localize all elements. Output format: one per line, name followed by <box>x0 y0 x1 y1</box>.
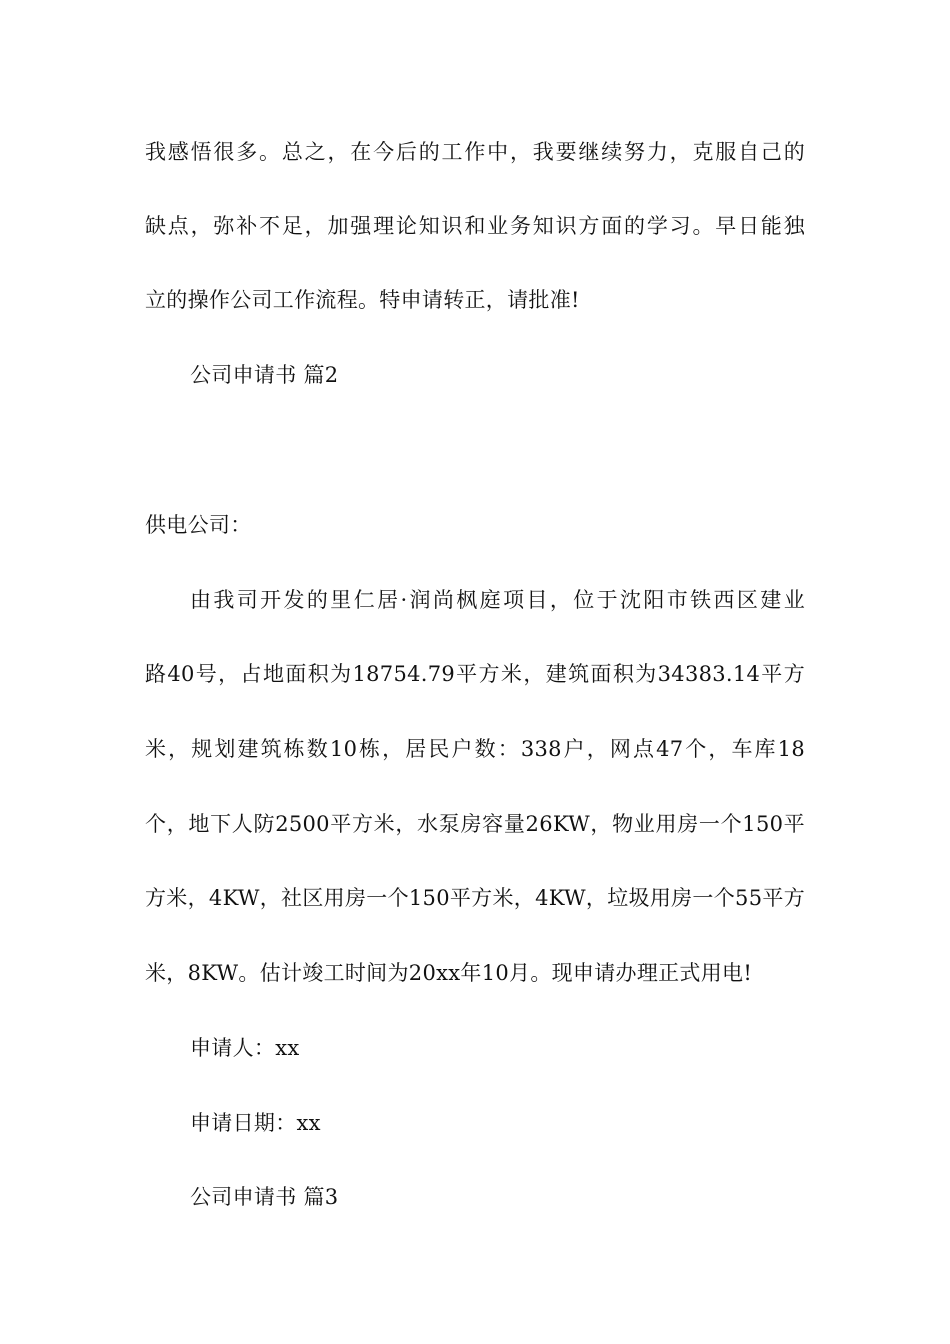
paragraph-line-2: 缺点，弥补不足，加强理论知识和业务知识方面的学习。早日能独 <box>145 214 805 238</box>
letter-salutation: 供电公司： <box>145 513 252 537</box>
body-line-5: 方米，4KW，社区用房一个150平方米，4KW，垃圾用房一个55平方 <box>145 886 805 910</box>
body-line-4: 个，地下人防2500平方米，水泵房容量26KW，物业用房一个150平 <box>145 812 805 836</box>
paragraph-line-3: 立的操作公司工作流程。特申请转正，请批准! <box>145 288 580 312</box>
applicant-line: 申请人：xx <box>190 1036 300 1060</box>
section-heading-2: 公司申请书 篇2 <box>190 363 339 387</box>
application-date-line: 申请日期：xx <box>190 1111 321 1135</box>
paragraph-line-1: 我感悟很多。总之，在今后的工作中，我要继续努力，克服自己的 <box>145 140 805 164</box>
body-line-3: 米，规划建筑栋数10栋，居民户数：338户，网点47个，车库18 <box>145 737 805 761</box>
body-line-6: 米，8KW。估计竣工时间为20xx年10月。现申请办理正式用电! <box>145 961 753 985</box>
body-line-1: 由我司开发的里仁居·润尚枫庭项目，位于沈阳市铁西区建业 <box>190 588 805 612</box>
section-heading-3: 公司申请书 篇3 <box>190 1185 339 1209</box>
body-line-2: 路40号，占地面积为18754.79平方米，建筑面积为34383.14平方 <box>145 662 805 686</box>
